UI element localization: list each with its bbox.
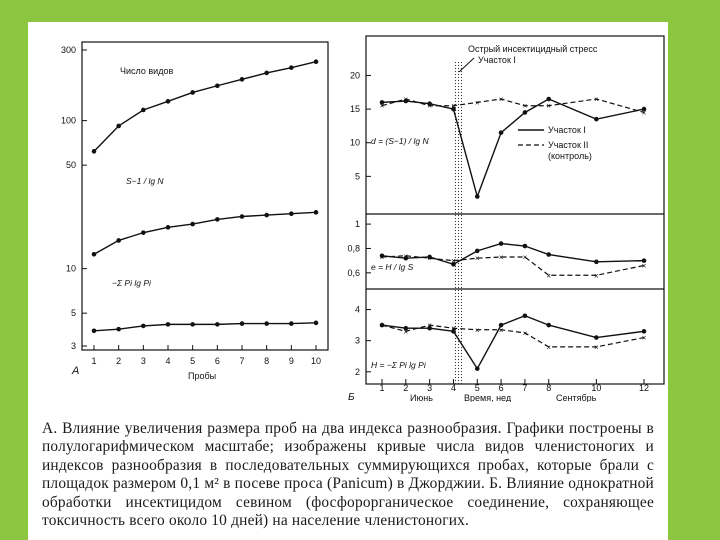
x-tick-label: 10 [591,383,602,393]
data-point-x: × [594,95,599,104]
y-tick-label: 1 [354,219,360,230]
stress-annotation: Острый инсектицидный стресс [468,44,598,54]
data-point [190,222,195,227]
data-point [141,230,146,235]
formula-h: H = −Σ Pi lg Pi [371,360,426,370]
data-point [240,77,245,82]
data-point [546,252,551,257]
data-point-x: × [641,261,647,271]
label-species-count: Число видов [120,66,174,76]
series-line [382,256,644,275]
data-point-x: × [427,254,432,264]
data-point-x: × [474,254,480,264]
y-tick-label: 15 [349,104,360,115]
data-point [141,324,146,329]
formula-d: d = (S−1) / lg N [371,136,429,146]
data-point-x: × [403,251,409,261]
data-point-x: × [379,252,385,262]
y-tick-label: 10 [349,137,360,148]
panel-b-y-axes [347,70,371,376]
x-tick-label: 5 [474,383,480,393]
data-point [264,321,269,326]
data-point [92,149,97,154]
data-point-x: × [403,327,409,337]
data-point [499,241,504,246]
data-point [475,366,480,371]
panel-a-frame [82,42,328,350]
figure [28,22,668,402]
data-point [215,83,220,88]
x-tick-label: 7 [239,356,245,366]
data-point-x: × [379,321,385,331]
x-tick-label: 1 [379,383,385,393]
panel-a-x-axis [91,345,321,366]
data-point [190,90,195,95]
data-point [215,217,220,222]
y-tick-label: 3 [70,341,76,351]
x-tick-label: 4 [450,383,456,393]
x-tick-label: 2 [403,383,409,393]
data-point [594,260,599,265]
data-point [546,97,551,102]
data-point [475,249,480,254]
x-tick-label: 7 [522,383,528,393]
legend-label-1: Участок I [548,125,586,135]
data-point-x: × [474,98,480,108]
panel-a-series [92,59,319,333]
panel-b-frame [366,36,664,384]
label-h-index: −Σ Pi lg Pi [112,278,151,288]
y-tick-label: 0,6 [347,267,360,278]
panel-b-label: Б [348,392,355,402]
y-tick-label: 10 [65,263,76,274]
data-point-x: × [427,321,432,331]
data-point-x: × [498,95,504,104]
data-point-x: × [522,252,528,262]
x-tick-label: 3 [140,356,146,366]
panel-b-xlabel: Время, нед [464,393,512,402]
data-point-x: × [451,256,456,266]
data-point [166,225,171,230]
series-line [94,323,316,331]
data-point [523,110,528,115]
data-point-x: × [522,101,528,111]
data-point [190,322,195,327]
data-point [92,252,97,257]
x-tick-label: 9 [288,356,294,366]
data-point [594,117,599,122]
data-point [240,214,245,219]
panel-b-x-axis [379,379,649,393]
legend-label-2: Участок II [548,140,589,150]
document-page [28,22,668,540]
figure-caption: А. Влияние увеличения размера проб на два индекса разнообразия. Графики построены в полулогарифмическом масштабе; изображены кривые числа видов членистоногих и индексов разнообразия в последовательных суммирующихся пробах, которые брали с площадок размером 0,1 м² в посеве проса (Panicum) в Джорджии. Б. Влияние однократной обработки инсектицидом севином (фосфорорганическое соединение, сохраняющее токсичность всего около 10 дней) на население членистоногих. [42,420,654,530]
data-point-x: × [451,324,456,334]
series-line [379,99,644,112]
data-point [475,194,480,199]
x-tick-label: 6 [498,383,504,393]
x-tick-label: 3 [427,383,433,393]
data-point [546,323,551,328]
series-line [379,244,644,265]
data-point-x: × [546,271,552,281]
y-tick-label: 0,8 [347,243,360,254]
series-line [94,212,316,254]
data-point [240,321,245,326]
data-point [92,329,97,334]
data-point-x: × [498,325,504,335]
y-tick-label: 2 [354,366,360,377]
y-tick-label: 100 [60,115,76,126]
data-point [166,99,171,104]
data-point-x: × [474,325,480,335]
data-point-x: × [427,101,432,111]
x-tick-label: 1 [91,356,97,366]
y-tick-label: 5 [70,308,76,319]
panel-a-label: А [72,365,80,377]
data-point [594,335,599,340]
x-tick-label: 10 [310,356,322,366]
legend-label-2b: (контроль) [548,151,592,161]
data-point [314,210,319,215]
data-point [523,244,528,249]
data-point-x: × [498,252,504,262]
data-point-x: × [546,342,552,352]
y-tick-label: 50 [65,160,76,171]
data-point [116,124,121,129]
data-point [116,238,121,243]
data-point-x: × [594,271,599,281]
data-point-x: × [403,95,409,104]
data-point [141,108,146,113]
data-point [264,71,269,76]
month-june: Июнь [410,393,433,402]
data-point [215,322,220,327]
data-point [499,130,504,135]
x-tick-label: 6 [214,356,220,366]
y-tick-label: 5 [354,171,360,182]
data-point [289,211,294,216]
x-tick-label: 8 [264,356,270,366]
series-line [379,99,644,197]
data-point [289,321,294,326]
stress-plot-label: Участок I [478,55,516,65]
x-tick-label: 5 [190,356,196,366]
data-point [166,322,171,327]
x-tick-label: 4 [165,356,171,366]
y-tick-label: 3 [354,335,360,346]
y-tick-label: 4 [354,304,360,315]
data-point [314,59,319,64]
data-point [314,321,319,326]
x-tick-label: 8 [546,383,552,393]
data-point-x: × [594,342,599,352]
x-tick-label: 2 [116,356,122,366]
data-point-x: × [641,333,647,343]
formula-e: e = H / lg S [371,262,414,272]
x-tick-label: 12 [638,383,650,393]
month-september: Сентябрь [556,393,597,402]
data-point [289,65,294,70]
data-point-x: × [522,328,528,338]
panel-a-xlabel: Пробы [188,371,217,381]
label-d-index: S−1 / lg N [126,176,164,186]
data-point [116,327,121,332]
data-point [264,213,269,218]
data-point-x: × [641,108,647,118]
data-point-x: × [451,101,456,111]
data-point-x: × [546,101,552,111]
panel-a-y-axis [61,45,87,351]
data-point [523,313,528,318]
y-tick-label: 20 [349,70,360,81]
data-point-x: × [379,101,385,111]
y-tick-label: 300 [60,45,76,55]
